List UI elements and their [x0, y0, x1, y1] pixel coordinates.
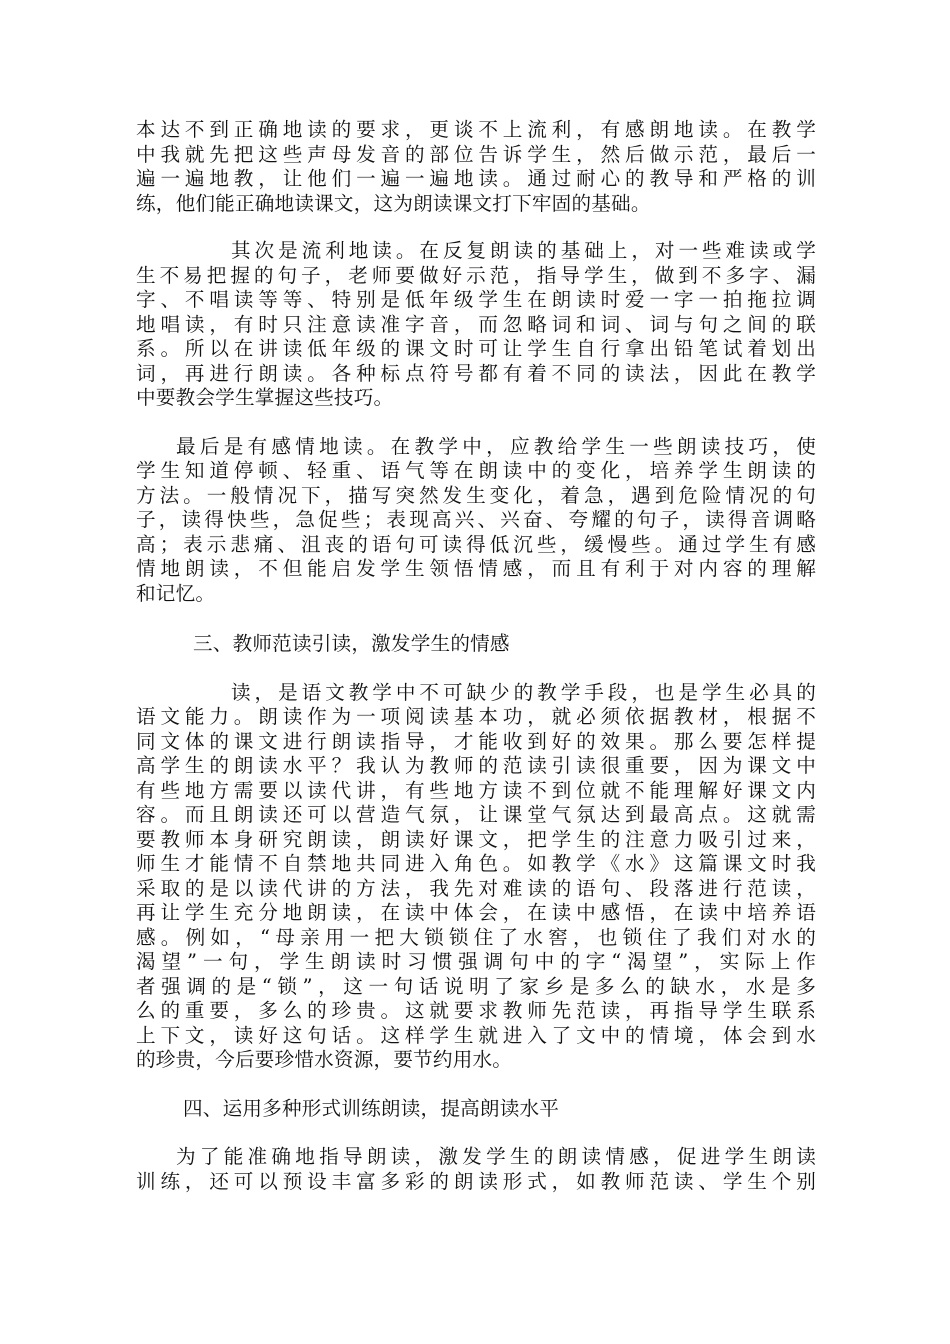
text-line: 生不易把握的句子，老师要做好示范，指导学生，做到不多字、漏	[136, 263, 816, 287]
text-line: 再让学生充分地朗读，在读中体会，在读中感悟，在读中培养语	[136, 901, 816, 924]
text-line: 地唱读，有时只注意读准字音，而忽略词和词、词与句之间的联	[136, 312, 816, 336]
text-line: 容。而且朗读还可以营造气氛，让课堂气氛达到最高点。这就需	[136, 803, 816, 826]
text-line: 高；表示悲痛、沮丧的语句可读得低沉些，缓慢些。通过学生有感	[136, 532, 816, 556]
text-line: 本达不到正确地读的要求，更谈不上流利，有感朗地读。在教学	[136, 118, 816, 141]
text-line: 读，是语文教学中不可缺少的教学手段，也是学生必具的	[231, 680, 816, 704]
text-line: 最后是有感情地读。在教学中，应教给学生一些朗读技巧，使	[176, 434, 816, 458]
text-line: 为了能准确地指导朗读，激发学生的朗读情感，促进学生朗读	[176, 1145, 816, 1168]
text-line: 者强调的是“锁”，这一句话说明了家乡是多么的缺水，水是多	[136, 974, 816, 998]
text-line: 遍一遍地教，让他们一遍一遍地读。通过耐心的教导和严格的训	[136, 167, 816, 190]
heading-text: 三、教师范读引读，激发学生的情感	[193, 632, 510, 655]
text-line: 训练，还可以预设丰富多彩的朗读形式，如教师范读、学生个别	[136, 1169, 816, 1193]
text-line: 采取的是以读代讲的方法，我先对难读的语句、段落进行范读，	[136, 876, 816, 900]
text-line: 练，他们能正确地读课文，这为朗读课文打下牢固的基础。	[136, 191, 651, 215]
text-line: 要教师本身研究朗读，朗读好课文，把学生的注意力吸引过来，	[136, 827, 816, 851]
text-line: 系。所以在讲读低年级的课文时可让学生自行拿出铅笔试着划出	[136, 337, 816, 360]
text-line: 高学生的朗读水平？我认为教师的范读引读很重要，因为课文中	[136, 754, 816, 777]
text-line: 子，读得快些，急促些；表现高兴、兴奋、夸耀的句子，读得音调略	[136, 508, 816, 531]
paragraph-emotional-reading	[136, 435, 816, 607]
text-line: 上下文，读好这句话。这样学生就进入了文中的情境，体会到水	[136, 1023, 816, 1047]
text-line: 学生知道停顿、轻重、语气等在朗读中的变化，培养学生朗读的	[136, 459, 816, 482]
paragraph-fluent-reading	[136, 239, 816, 411]
text-line: 方法。一般情况下，描写突然发生变化，着急，遇到危险情况的句	[136, 483, 816, 507]
text-line: 师生才能情不自禁地共同进入角色。如教学《水》这篇课文时我	[136, 852, 816, 875]
text-line: 有些地方需要以读代讲，有些地方读不到位就不能理解好课文内	[136, 778, 816, 802]
text-line: 中我就先把这些声母发音的部位告诉学生，然后做示范，最后一	[136, 142, 816, 166]
text-line: 中要教会学生掌握这些技巧。	[136, 386, 394, 409]
text-line: 感。例如，“母亲用一把大锁锁住了水窖，也锁住了我们对水的	[136, 925, 816, 949]
section-heading-three	[136, 632, 816, 657]
text-line: 字、不唱读等等、特别是低年级学生在朗读时爱一字一拍拖拉调	[136, 288, 816, 311]
text-line: 渴望”一句，学生朗读时习惯强调句中的字“渴望”，实际上作	[136, 950, 816, 973]
text-line: 同文体的课文进行朗读指导，才能收到好的效果。那么要怎样提	[136, 729, 816, 753]
text-line: 其次是流利地读。在反复朗读的基础上，对一些难读或学	[231, 239, 816, 262]
text-line: 么的重要，多么的珍贵。这就要求教师先范读，再指导学生联系	[136, 999, 816, 1022]
document-body	[136, 118, 816, 1194]
text-line: 和记忆。	[136, 581, 216, 605]
paragraph-correct-reading	[136, 118, 816, 216]
heading-text: 四、运用多种形式训练朗读，提高朗读水平	[183, 1096, 560, 1120]
section-heading-four	[136, 1097, 816, 1122]
text-line: 语文能力。朗读作为一项阅读基本功，就必须依据教材，根据不	[136, 705, 816, 728]
paragraph-varied-forms	[136, 1145, 816, 1194]
text-line: 词，再进行朗读。各种标点符号都有着不同的读法，因此在教学	[136, 361, 816, 385]
text-line: 情地朗读，不但能启发学生领悟情感，而且有利于对内容的理解	[136, 557, 816, 580]
text-line: 的珍贵，今后要珍惜水资源，要节约用水。	[136, 1048, 513, 1071]
paragraph-model-reading	[136, 681, 816, 1073]
